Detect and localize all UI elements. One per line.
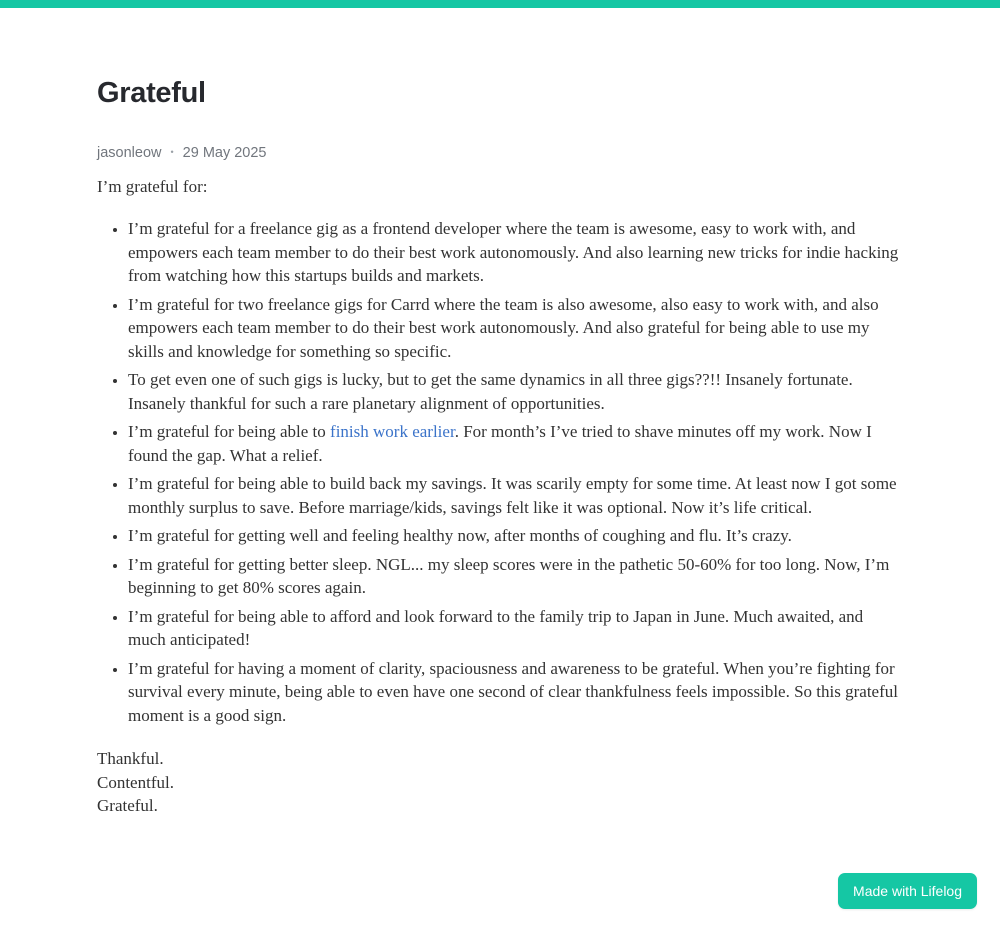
byline	[97, 145, 903, 161]
list-item: • I’m grateful for being able to build back my savings. It was scarily empty for some time. At least now I got some monthly surplus to save. Before marriage/kids, savings felt like it was optional. Now it’s life critical.	[128, 472, 903, 519]
page-title: Grateful	[97, 77, 206, 109]
gratitude-list	[97, 217, 903, 727]
closing-line: Thankful.	[97, 749, 164, 769]
post-date: 29 May 2025	[182, 144, 267, 161]
inline-link[interactable]: finish work earlier	[330, 422, 455, 442]
byline-separator-dot: •	[170, 147, 174, 158]
list-item: • I’m grateful for having a moment of clarity, spaciousness and awareness to be grateful. When you’re fighting for survival every minute, being able to even have one second of clear thankfulness feels impossible. So this grateful moment is a good sign.	[128, 657, 903, 728]
list-item: • I’m grateful for getting well and feeling healthy now, after months of coughing and flu. It’s crazy.	[128, 524, 903, 548]
list-item: • I’m grateful for two freelance gigs for Carrd where the team is also awesome, also easy to work with, and also empowers each team member to do their best work autonomously. And also grateful for being able to use my skills and knowledge for something so specific.	[128, 293, 903, 364]
list-item: • I’m grateful for being able to finish work earlier. For month’s I’ve tried to shave minutes off my work. Now I found the gap. What a relief.	[128, 420, 903, 467]
top-accent-bar	[0, 0, 1000, 8]
article-body	[97, 175, 903, 818]
list-item: • I’m grateful for being able to afford and look forward to the family trip to Japan in June. Much awaited, and much anticipated!	[128, 605, 903, 652]
closing-line: Grateful.	[97, 796, 158, 816]
list-item: • I’m grateful for getting better sleep. NGL... my sleep scores were in the pathetic 50-60% for too long. Now, I’m beginning to get 80% scores again.	[128, 553, 903, 600]
closing-line: Contentful.	[97, 772, 174, 792]
list-item: • I’m grateful for a freelance gig as a frontend developer where the team is awesome, easy to work with, and empowers each team member to do their best work autonomously. And also learning new tricks for indie hacking from watching how this startups builds and markets.	[128, 217, 903, 288]
post-container	[97, 76, 903, 818]
closing-paragraph	[97, 747, 903, 818]
intro-paragraph: I’m grateful for:	[97, 176, 208, 196]
author-link[interactable]: jasonleow	[97, 144, 162, 161]
list-item: • To get even one of such gigs is lucky, but to get the same dynamics in all three gigs??!! Insanely fortunate. Insanely thankful for such a rare planetary alignment of opportunities.	[128, 368, 903, 415]
made-with-lifelog-button[interactable]: Made with Lifelog	[838, 873, 977, 909]
